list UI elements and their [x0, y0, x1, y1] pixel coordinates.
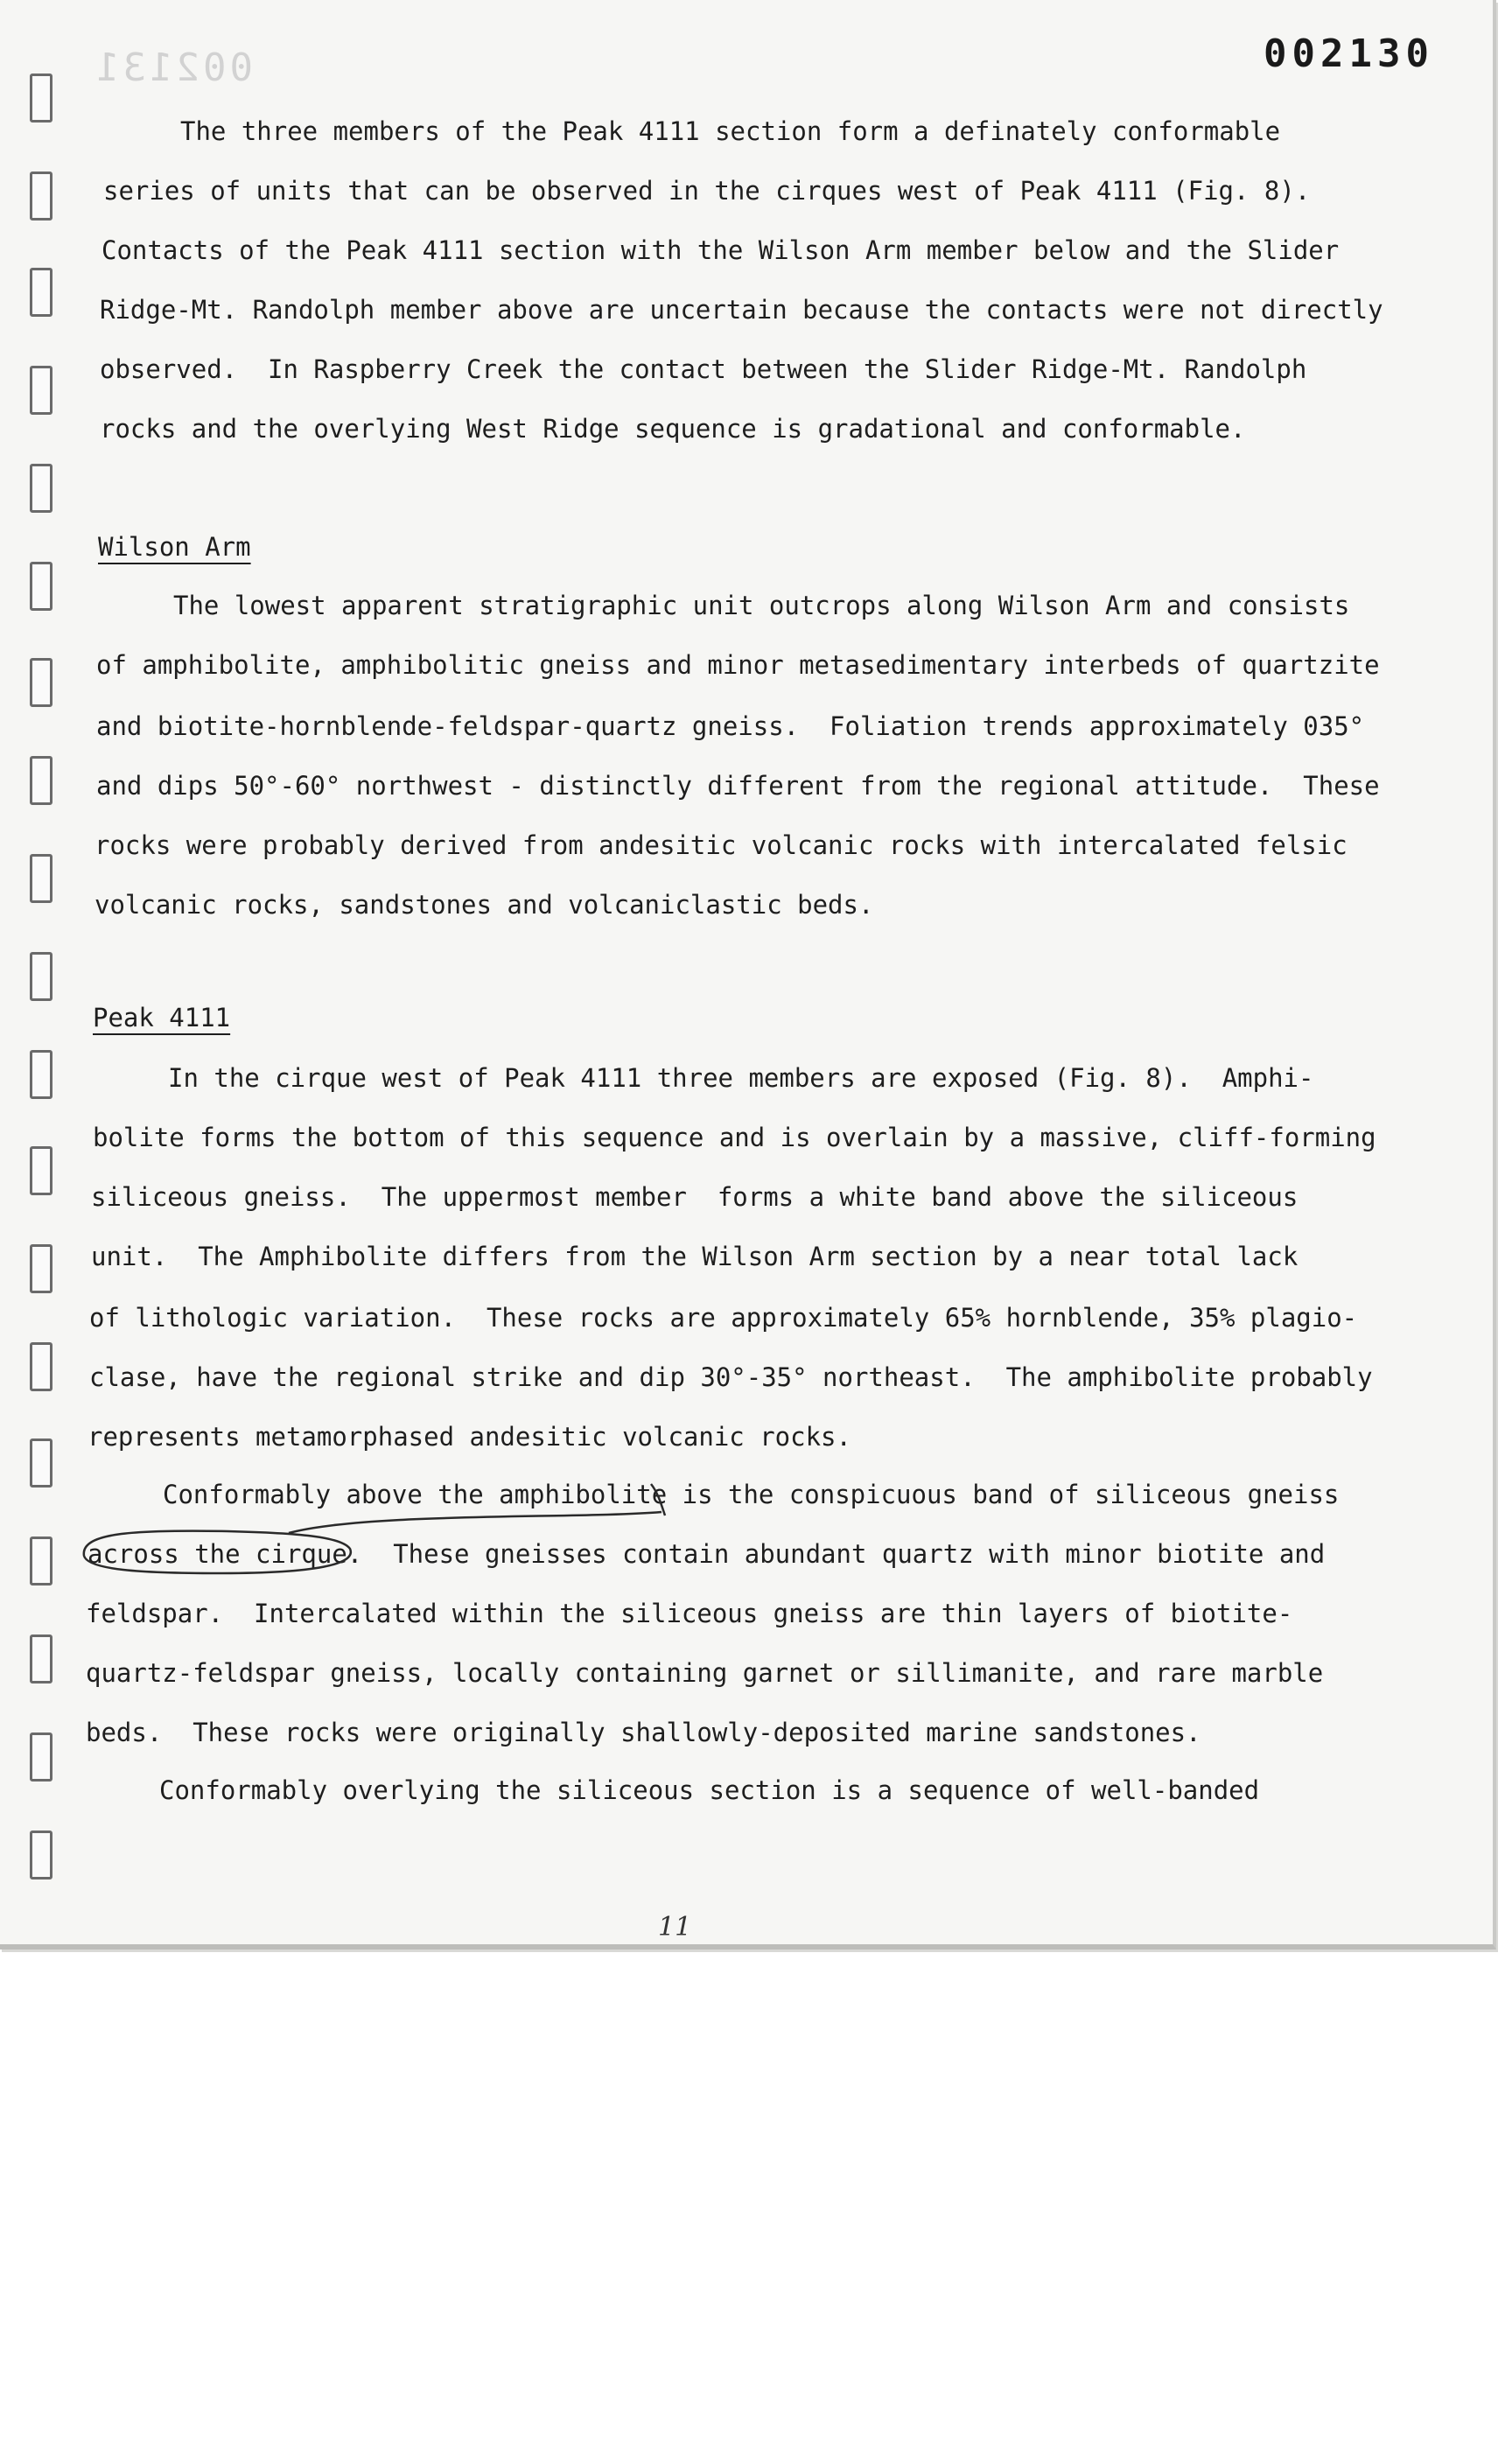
binder-hole [30, 562, 52, 611]
binder-hole [30, 1146, 52, 1195]
body-text-line: of amphibolite, amphibolitic gneiss and minor metasedimentary interbeds of quartzite [96, 650, 1380, 680]
body-text-line: and dips 50°-60° northwest - distinctly different from the regional attitude. These [96, 771, 1380, 801]
body-text-line: In the cirque west of Peak 4111 three members are exposed (Fig. 8). Amphi- [168, 1063, 1314, 1093]
binder-hole [30, 1342, 52, 1391]
body-text-line: siliceous gneiss. The uppermost member forms a white band above the siliceous [91, 1182, 1298, 1212]
body-text-line: Contacts of the Peak 4111 section with the Wilson Arm member below and the Slider [102, 235, 1340, 265]
section-heading-wilson-arm: Wilson Arm [98, 532, 251, 562]
bleed-through-page-number: 002131 [93, 46, 253, 90]
body-text-line: clase, have the regional strike and dip 30°-35° northeast. The amphibolite probably [89, 1362, 1373, 1392]
body-text-line: series of units that can be observed in the cirques west of Peak 4111 (Fig. 8). [103, 176, 1311, 206]
binder-hole [30, 268, 52, 317]
binder-hole [30, 756, 52, 805]
body-text-line: The three members of the Peak 4111 section form a definately conformable [180, 116, 1281, 146]
body-text-line: bolite forms the bottom of this sequence and is overlain by a massive, cliff-forming [93, 1123, 1376, 1152]
binder-hole [30, 74, 52, 122]
body-text-line: beds. These rocks were originally shallowly-deposited marine sandstones. [86, 1718, 1201, 1747]
body-text-line: Ridge-Mt. Randolph member above are uncertain because the contacts were not directly [100, 295, 1383, 325]
binder-hole [30, 1536, 52, 1586]
body-text-line: feldspar. Intercalated within the siliceous gneiss are thin layers of biotite- [86, 1599, 1293, 1628]
binder-hole [30, 952, 52, 1001]
body-text-line: rocks and the overlying West Ridge sequence is gradational and conformable. [100, 414, 1246, 444]
arrow-line [289, 1512, 662, 1533]
body-text-line: rocks were probably derived from andesitic volcanic rocks with intercalated felsic [94, 830, 1348, 860]
binder-hole [30, 854, 52, 903]
body-text-line: of lithologic variation. These rocks are approximately 65% hornblende, 35% plagio- [89, 1303, 1358, 1333]
binder-hole [30, 1050, 52, 1099]
page-number: 002130 [1264, 32, 1434, 76]
binder-hole [30, 1244, 52, 1293]
body-text-line: unit. The Amphibolite differs from the Wilson Arm section by a near total lack [91, 1242, 1298, 1271]
binder-hole [30, 1438, 52, 1488]
binder-hole [30, 464, 52, 513]
body-text-line: and biotite-hornblende-feldspar-quartz gneiss. Foliation trends approximately 035° [96, 711, 1365, 741]
body-text-line: Conformably overlying the siliceous section is a sequence of well-banded [159, 1775, 1260, 1805]
body-text-line: Conformably above the amphibolite is the conspicuous band of siliceous gneiss [163, 1480, 1340, 1509]
binder-hole [30, 366, 52, 415]
page-footer-mark: 11 [658, 1912, 692, 1942]
body-text-line: The lowest apparent stratigraphic unit outcrops along Wilson Arm and consists [173, 591, 1350, 620]
binder-hole [30, 1634, 52, 1684]
binder-hole [30, 172, 52, 220]
binder-hole [30, 1732, 52, 1782]
binder-hole [30, 1830, 52, 1880]
binder-hole [30, 658, 52, 707]
body-text-line: observed. In Raspberry Creek the contact between the Slider Ridge-Mt. Randolph [100, 354, 1307, 384]
section-heading-peak-4111: Peak 4111 [93, 1003, 231, 1032]
body-text-line: quartz-feldspar gneiss, locally containing garnet or sillimanite, and rare marble [86, 1658, 1324, 1688]
body-text-line: volcanic rocks, sandstones and volcaniclastic beds. [94, 890, 874, 920]
body-text-line: across the cirque. These gneisses contain abundant quartz with minor biotite and [88, 1539, 1326, 1569]
body-text-line: represents metamorphased andesitic volcanic rocks. [88, 1422, 851, 1452]
